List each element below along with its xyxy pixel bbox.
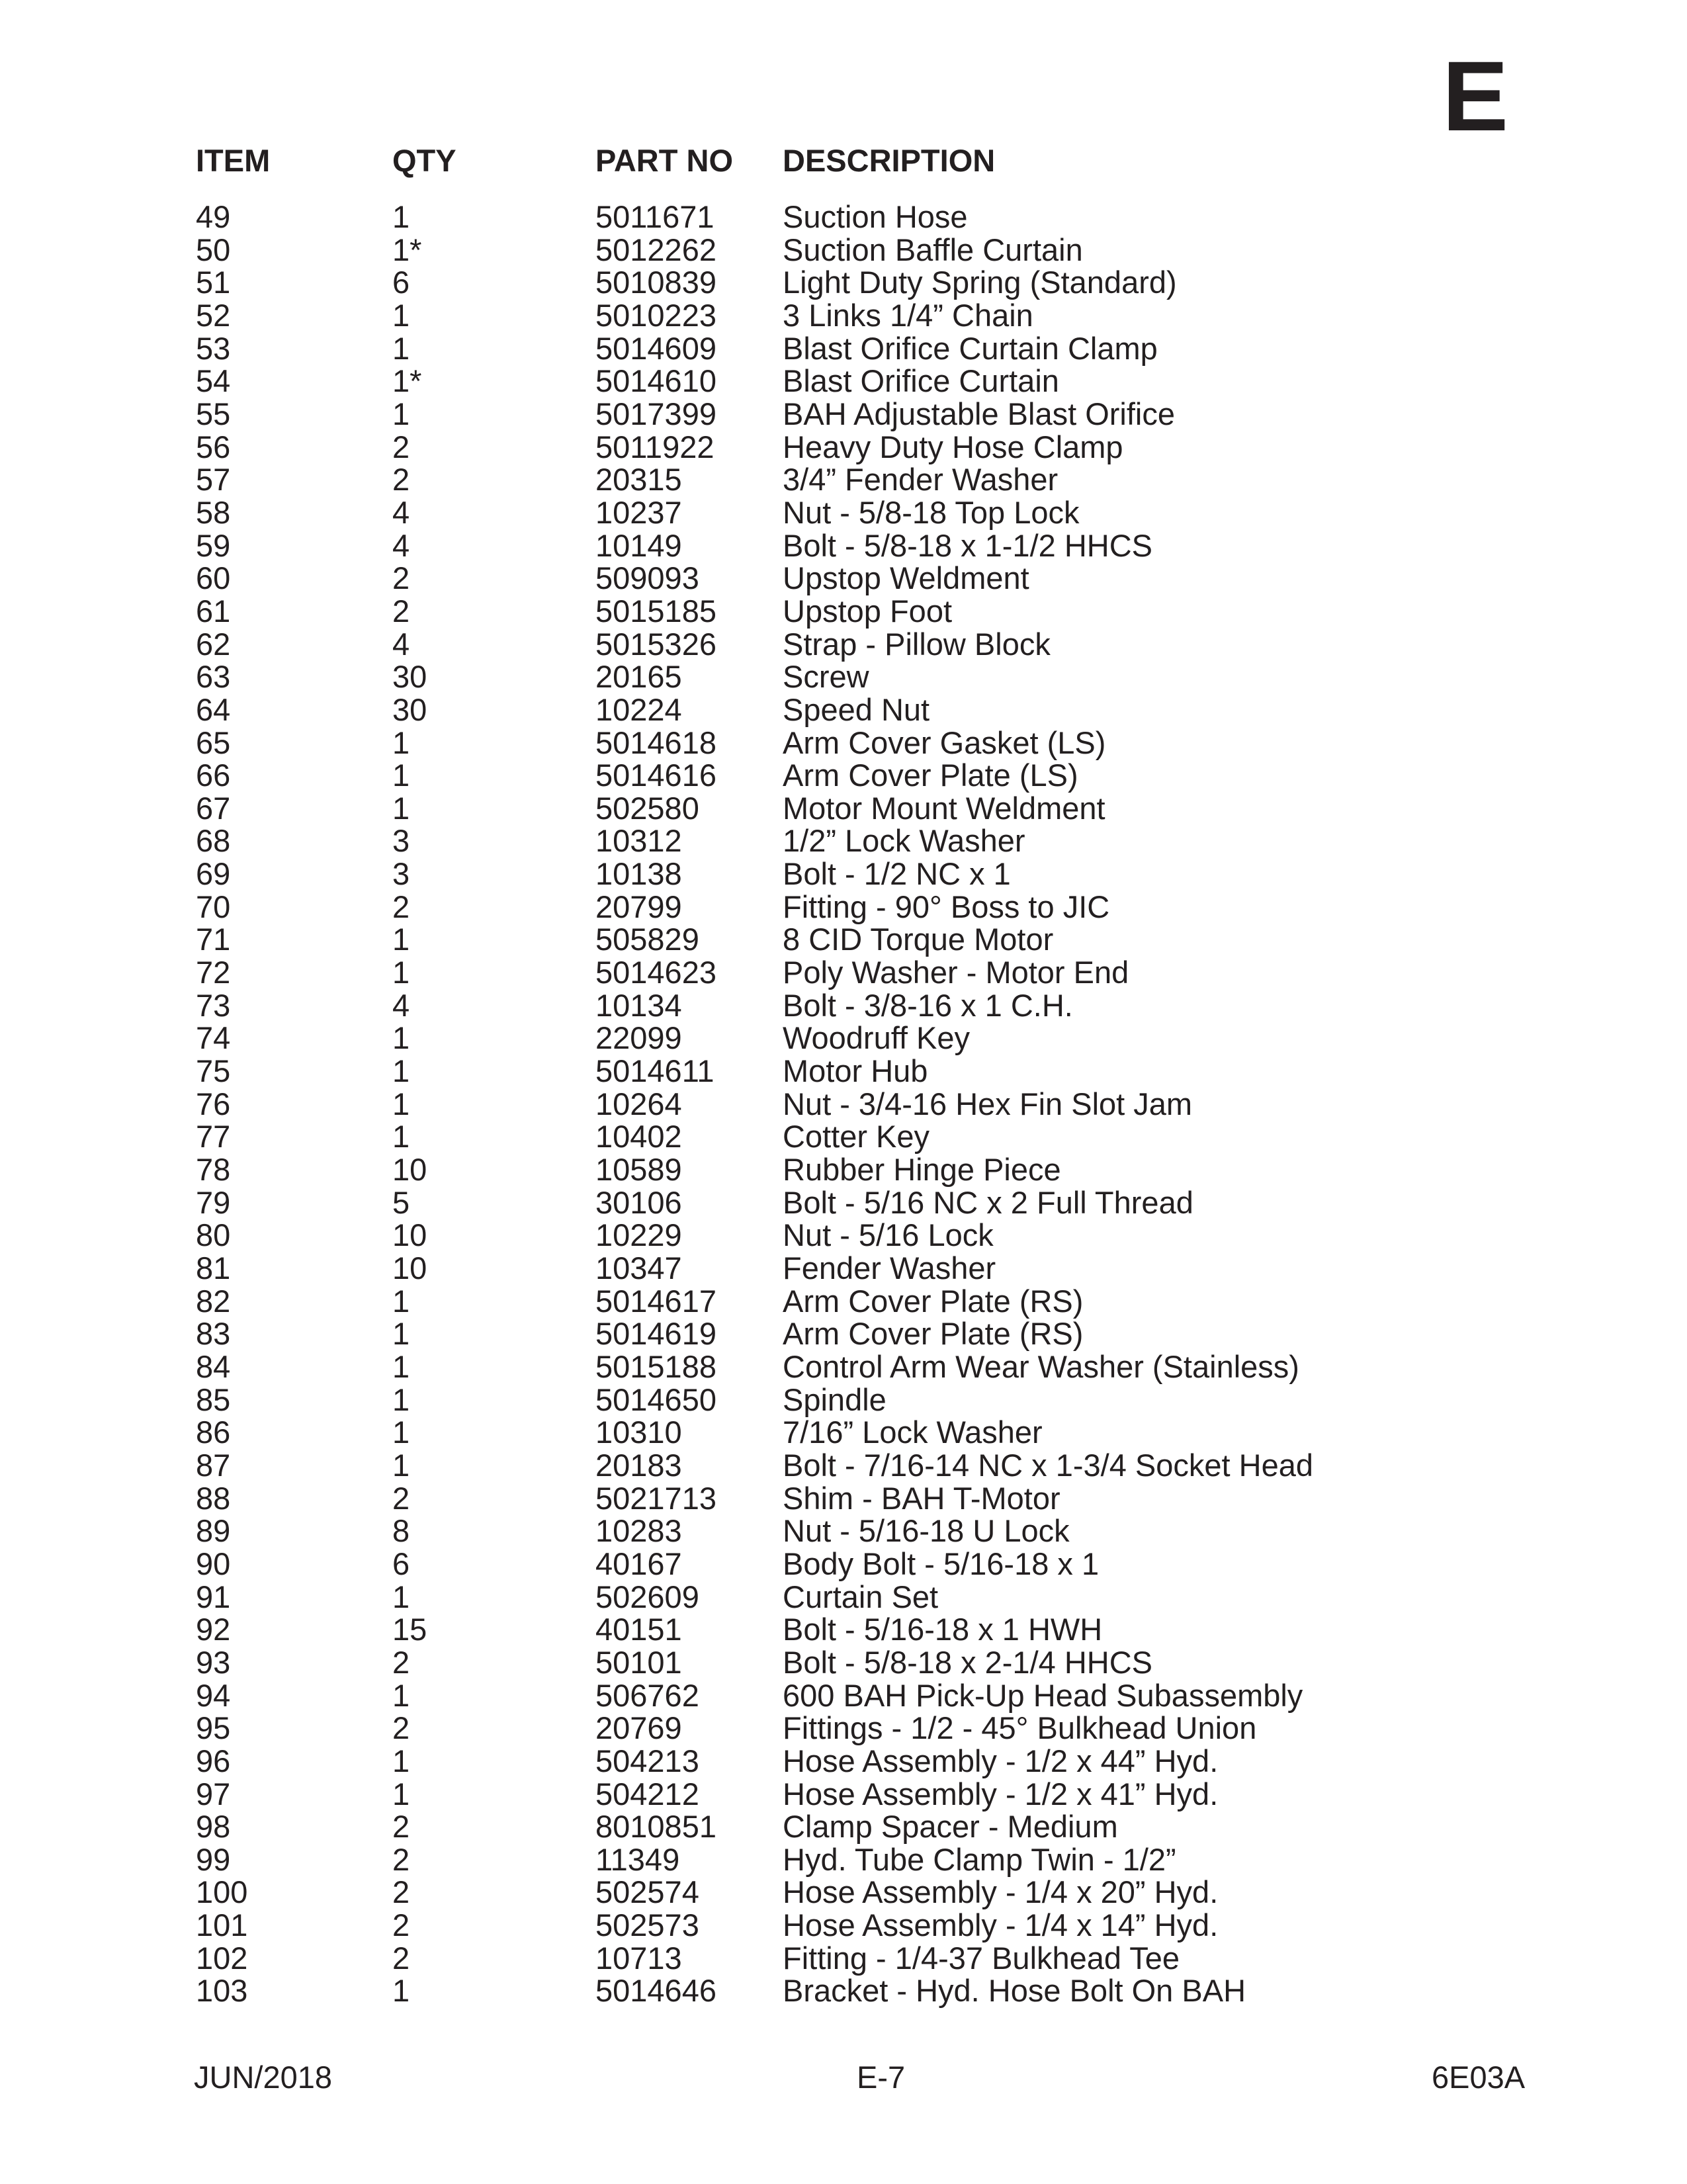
cell-description: Upstop Weldment: [783, 560, 1029, 596]
cell-part-no: 5011922: [595, 429, 714, 464]
table-row: [0, 529, 1687, 562]
cell-item: 77: [196, 1119, 231, 1155]
cell-description: Curtain Set: [783, 1579, 939, 1614]
cell-description: Hose Assembly - 1/4 x 14” Hyd.: [783, 1907, 1219, 1943]
cell-item: 83: [196, 1316, 231, 1352]
cell-qty: 4: [392, 987, 410, 1023]
cell-description: Bolt - 5/8-18 x 1-1/2 HHCS: [783, 527, 1152, 563]
cell-qty: 1: [392, 1381, 410, 1417]
table-row: [0, 660, 1687, 693]
cell-part-no: 10283: [595, 1513, 682, 1549]
cell-qty: 10: [392, 1152, 427, 1188]
cell-part-no: 10149: [595, 527, 682, 563]
cell-part-no: 10229: [595, 1217, 682, 1253]
cell-item: 55: [196, 396, 231, 431]
footer-doc-code: 6E03A: [1432, 2060, 1526, 2095]
cell-part-no: 5014618: [595, 724, 716, 760]
table-row: [0, 1120, 1687, 1153]
cell-part-no: 5014611: [595, 1053, 714, 1089]
table-row: [0, 1909, 1687, 1942]
cell-qty: 3: [392, 856, 410, 892]
cell-qty: 8: [392, 1513, 410, 1549]
cell-description: Speed Nut: [783, 691, 930, 727]
cell-qty: 1: [392, 1119, 410, 1155]
cell-item: 96: [196, 1743, 231, 1778]
cell-qty: 1: [392, 1415, 410, 1450]
footer-date: JUN/2018: [194, 2060, 332, 2095]
table-row: [0, 1449, 1687, 1482]
cell-description: Bracket - Hyd. Hose Bolt On BAH: [783, 1973, 1246, 2009]
cell-description: Heavy Duty Hose Clamp: [783, 429, 1123, 464]
cell-part-no: 509093: [595, 560, 699, 596]
cell-part-no: 5014610: [595, 363, 716, 399]
cell-item: 91: [196, 1579, 231, 1614]
cell-item: 69: [196, 856, 231, 892]
table-row: [0, 923, 1687, 956]
cell-part-no: 5015188: [595, 1348, 716, 1384]
table-row: [0, 299, 1687, 332]
cell-item: 81: [196, 1250, 231, 1286]
cell-qty: 6: [392, 1546, 410, 1581]
table-row: [0, 398, 1687, 431]
cell-qty: 30: [392, 659, 427, 695]
cell-qty: 2: [392, 1874, 410, 1910]
table-row: [0, 1088, 1687, 1121]
table-row: [0, 1778, 1687, 1811]
cell-item: 88: [196, 1480, 231, 1516]
table-row: [0, 332, 1687, 365]
cell-qty: 1: [392, 1677, 410, 1713]
cell-description: Cotter Key: [783, 1119, 930, 1155]
cell-part-no: 506762: [595, 1677, 699, 1713]
cell-qty: 1: [392, 724, 410, 760]
cell-description: Hose Assembly - 1/2 x 41” Hyd.: [783, 1776, 1219, 1812]
cell-part-no: 10138: [595, 856, 682, 892]
table-row: [0, 1843, 1687, 1876]
cell-part-no: 502573: [595, 1907, 699, 1943]
cell-part-no: 10347: [595, 1250, 682, 1286]
table-row: [0, 365, 1687, 398]
cell-qty: 2: [392, 560, 410, 596]
cell-part-no: 502609: [595, 1579, 699, 1614]
table-row: [0, 792, 1687, 825]
cell-qty: 2: [392, 593, 410, 629]
header-description: DESCRIPTION: [783, 143, 996, 178]
cell-qty: 2: [392, 1710, 410, 1746]
cell-part-no: 50101: [595, 1644, 682, 1680]
cell-part-no: 5017399: [595, 396, 716, 431]
cell-qty: 1*: [392, 232, 422, 267]
cell-item: 102: [196, 1940, 248, 1976]
table-row: [0, 1317, 1687, 1350]
cell-part-no: 10264: [595, 1086, 682, 1121]
cell-description: Nut - 5/16 Lock: [783, 1217, 994, 1253]
cell-item: 78: [196, 1152, 231, 1188]
cell-qty: 2: [392, 1841, 410, 1877]
cell-item: 95: [196, 1710, 231, 1746]
cell-qty: 1: [392, 1020, 410, 1056]
cell-part-no: 10713: [595, 1940, 682, 1976]
table-row: [0, 1153, 1687, 1186]
cell-item: 93: [196, 1644, 231, 1680]
cell-item: 63: [196, 659, 231, 695]
cell-qty: 1: [392, 297, 410, 333]
table-row: [0, 857, 1687, 891]
cell-description: Bolt - 1/2 NC x 1: [783, 856, 1011, 892]
cell-qty: 1: [392, 199, 410, 234]
cell-part-no: 5012262: [595, 232, 716, 267]
table-row: [0, 595, 1687, 628]
table-row: [0, 266, 1687, 299]
cell-description: Arm Cover Gasket (LS): [783, 724, 1106, 760]
table-row: [0, 1646, 1687, 1679]
cell-item: 61: [196, 593, 231, 629]
cell-item: 60: [196, 560, 231, 596]
cell-description: Arm Cover Plate (RS): [783, 1316, 1084, 1352]
cell-qty: 2: [392, 889, 410, 924]
cell-part-no: 5010223: [595, 297, 716, 333]
cell-qty: 1: [392, 330, 410, 366]
cell-item: 74: [196, 1020, 231, 1056]
table-row: [0, 989, 1687, 1022]
table-row: [0, 1942, 1687, 1975]
table-row: [0, 1514, 1687, 1548]
table-row: [0, 726, 1687, 760]
cell-description: Woodruff Key: [783, 1020, 971, 1056]
table-row: [0, 956, 1687, 989]
cell-description: Bolt - 5/16-18 x 1 HWH: [783, 1612, 1103, 1647]
cell-qty: 2: [392, 429, 410, 464]
cell-description: Shim - BAH T-Motor: [783, 1480, 1060, 1516]
cell-qty: 1: [392, 1053, 410, 1089]
cell-item: 59: [196, 527, 231, 563]
cell-part-no: 11349: [595, 1841, 680, 1877]
table-row: [0, 1055, 1687, 1088]
cell-qty: 4: [392, 626, 410, 662]
table-row: [0, 1745, 1687, 1778]
cell-part-no: 10589: [595, 1152, 682, 1188]
cell-description: Arm Cover Plate (RS): [783, 1283, 1084, 1319]
cell-item: 103: [196, 1973, 248, 2009]
cell-part-no: 504213: [595, 1743, 699, 1778]
cell-part-no: 5014617: [595, 1283, 716, 1319]
cell-part-no: 5010839: [595, 265, 716, 300]
cell-qty: 2: [392, 1480, 410, 1516]
cell-item: 80: [196, 1217, 231, 1253]
cell-part-no: 505829: [595, 922, 699, 957]
cell-description: Upstop Foot: [783, 593, 953, 629]
cell-item: 90: [196, 1546, 231, 1581]
table-row: [0, 1712, 1687, 1745]
cell-qty: 2: [392, 1644, 410, 1680]
table-row: [0, 234, 1687, 267]
cell-qty: 2: [392, 1940, 410, 1976]
cell-description: 3 Links 1/4” Chain: [783, 297, 1033, 333]
cell-item: 64: [196, 691, 231, 727]
cell-qty: 1: [392, 1348, 410, 1384]
cell-description: Screw: [783, 659, 869, 695]
cell-part-no: 22099: [595, 1020, 682, 1056]
cell-part-no: 10312: [595, 823, 682, 859]
cell-description: Bolt - 7/16-14 NC x 1-3/4 Socket Head: [783, 1447, 1314, 1483]
cell-item: 57: [196, 462, 231, 498]
cell-part-no: 20315: [595, 462, 682, 498]
table-row: [0, 1974, 1687, 2007]
cell-part-no: 8010851: [595, 1809, 716, 1845]
cell-item: 52: [196, 297, 231, 333]
cell-part-no: 30106: [595, 1184, 682, 1220]
cell-qty: 1: [392, 1447, 410, 1483]
table-row: [0, 628, 1687, 661]
table-row: [0, 1022, 1687, 1055]
cell-item: 51: [196, 265, 231, 300]
cell-description: Suction Baffle Curtain: [783, 232, 1083, 267]
cell-part-no: 5021713: [595, 1480, 716, 1516]
table-row: [0, 1285, 1687, 1318]
cell-part-no: 20183: [595, 1447, 682, 1483]
cell-qty: 6: [392, 265, 410, 300]
cell-item: 76: [196, 1086, 231, 1121]
table-row: [0, 1810, 1687, 1843]
cell-description: Blast Orifice Curtain: [783, 363, 1059, 399]
cell-item: 82: [196, 1283, 231, 1319]
cell-description: Nut - 3/4-16 Hex Fin Slot Jam: [783, 1086, 1193, 1121]
cell-description: 600 BAH Pick-Up Head Subassembly: [783, 1677, 1303, 1713]
cell-item: 71: [196, 922, 231, 957]
table-row: [0, 431, 1687, 464]
cell-item: 73: [196, 987, 231, 1023]
cell-item: 85: [196, 1381, 231, 1417]
cell-part-no: 10402: [595, 1119, 682, 1155]
cell-qty: 1: [392, 955, 410, 990]
cell-item: 89: [196, 1513, 231, 1549]
cell-part-no: 10134: [595, 987, 682, 1023]
cell-item: 66: [196, 758, 231, 793]
table-row: [0, 200, 1687, 234]
table-row: [0, 1679, 1687, 1712]
cell-description: Hose Assembly - 1/2 x 44” Hyd.: [783, 1743, 1219, 1778]
cell-part-no: 10224: [595, 691, 682, 727]
cell-part-no: 5015185: [595, 593, 716, 629]
cell-qty: 10: [392, 1250, 427, 1286]
cell-qty: 1: [392, 790, 410, 826]
cell-item: 50: [196, 232, 231, 267]
cell-description: Suction Hose: [783, 199, 968, 234]
cell-description: Hose Assembly - 1/4 x 20” Hyd.: [783, 1874, 1219, 1910]
cell-qty: 5: [392, 1184, 410, 1220]
cell-item: 97: [196, 1776, 231, 1812]
cell-description: Body Bolt - 5/16-18 x 1: [783, 1546, 1100, 1581]
cell-description: Arm Cover Plate (LS): [783, 758, 1078, 793]
cell-description: Nut - 5/16-18 U Lock: [783, 1513, 1070, 1549]
cell-qty: 30: [392, 691, 427, 727]
cell-description: Blast Orifice Curtain Clamp: [783, 330, 1158, 366]
cell-part-no: 20769: [595, 1710, 682, 1746]
table-row: [0, 1219, 1687, 1252]
cell-description: BAH Adjustable Blast Orifice: [783, 396, 1175, 431]
cell-part-no: 5014616: [595, 758, 716, 793]
section-letter: E: [1442, 40, 1509, 152]
table-row: [0, 1548, 1687, 1581]
cell-item: 84: [196, 1348, 231, 1384]
cell-part-no: 10237: [595, 494, 682, 530]
cell-part-no: 5014609: [595, 330, 716, 366]
cell-part-no: 5014646: [595, 1973, 716, 2009]
footer-page-number: E-7: [857, 2060, 906, 2095]
cell-qty: 4: [392, 494, 410, 530]
cell-description: Nut - 5/8-18 Top Lock: [783, 494, 1080, 530]
cell-description: 1/2” Lock Washer: [783, 823, 1025, 859]
cell-description: Hyd. Tube Clamp Twin - 1/2”: [783, 1841, 1176, 1877]
table-row: [0, 1613, 1687, 1646]
header-qty: QTY: [392, 143, 456, 178]
cell-part-no: 20165: [595, 659, 682, 695]
cell-part-no: 504212: [595, 1776, 699, 1812]
cell-description: Fender Washer: [783, 1250, 996, 1286]
table-row: [0, 1876, 1687, 1909]
cell-part-no: 20799: [595, 889, 682, 924]
table-row: [0, 496, 1687, 529]
parts-table: [0, 200, 1687, 2007]
cell-qty: 1: [392, 758, 410, 793]
cell-item: 100: [196, 1874, 248, 1910]
cell-qty: 4: [392, 527, 410, 563]
table-row: [0, 891, 1687, 924]
cell-description: Fitting - 1/4-37 Bulkhead Tee: [783, 1940, 1180, 1976]
cell-description: Motor Mount Weldment: [783, 790, 1105, 826]
header-item: ITEM: [196, 143, 271, 178]
cell-qty: 2: [392, 1809, 410, 1845]
cell-item: 92: [196, 1612, 231, 1647]
cell-qty: 1: [392, 1283, 410, 1319]
table-row: [0, 759, 1687, 792]
cell-qty: 1*: [392, 363, 422, 399]
cell-item: 86: [196, 1415, 231, 1450]
cell-qty: 3: [392, 823, 410, 859]
cell-qty: 1: [392, 1743, 410, 1778]
table-row: [0, 463, 1687, 496]
cell-qty: 1: [392, 1776, 410, 1812]
cell-description: Motor Hub: [783, 1053, 928, 1089]
cell-item: 58: [196, 494, 231, 530]
cell-part-no: 5011671: [595, 199, 714, 234]
cell-item: 72: [196, 955, 231, 990]
cell-description: 3/4” Fender Washer: [783, 462, 1059, 498]
cell-description: Poly Washer - Motor End: [783, 955, 1129, 990]
cell-qty: 1: [392, 1579, 410, 1614]
cell-item: 65: [196, 724, 231, 760]
cell-item: 62: [196, 626, 231, 662]
table-row: [0, 562, 1687, 595]
cell-qty: 15: [392, 1612, 427, 1647]
cell-qty: 1: [392, 922, 410, 957]
cell-part-no: 502580: [595, 790, 699, 826]
cell-item: 87: [196, 1447, 231, 1483]
cell-item: 94: [196, 1677, 231, 1713]
table-row: [0, 1350, 1687, 1383]
cell-qty: 1: [392, 1316, 410, 1352]
cell-part-no: 5014623: [595, 955, 716, 990]
cell-description: Bolt - 5/16 NC x 2 Full Thread: [783, 1184, 1193, 1220]
cell-item: 70: [196, 889, 231, 924]
cell-description: Bolt - 3/8-16 x 1 C.H.: [783, 987, 1073, 1023]
cell-item: 67: [196, 790, 231, 826]
cell-item: 54: [196, 363, 231, 399]
cell-qty: 1: [392, 1086, 410, 1121]
cell-item: 53: [196, 330, 231, 366]
table-row: [0, 1186, 1687, 1219]
cell-qty: 10: [392, 1217, 427, 1253]
table-row: [0, 1383, 1687, 1417]
table-row: [0, 693, 1687, 726]
cell-part-no: 502574: [595, 1874, 699, 1910]
cell-description: Clamp Spacer - Medium: [783, 1809, 1118, 1845]
table-row: [0, 824, 1687, 857]
cell-item: 49: [196, 199, 231, 234]
cell-description: Rubber Hinge Piece: [783, 1152, 1061, 1188]
cell-description: 7/16” Lock Washer: [783, 1415, 1043, 1450]
cell-item: 99: [196, 1841, 231, 1877]
cell-description: Control Arm Wear Washer (Stainless): [783, 1348, 1299, 1384]
cell-description: Strap - Pillow Block: [783, 626, 1051, 662]
cell-part-no: 40167: [595, 1546, 682, 1581]
table-row: [0, 1252, 1687, 1285]
cell-item: 68: [196, 823, 231, 859]
cell-part-no: 5015326: [595, 626, 716, 662]
cell-qty: 2: [392, 462, 410, 498]
cell-qty: 2: [392, 1907, 410, 1943]
table-row: [0, 1581, 1687, 1614]
cell-description: 8 CID Torque Motor: [783, 922, 1054, 957]
table-row: [0, 1416, 1687, 1449]
cell-description: Fitting - 90° Boss to JIC: [783, 889, 1110, 924]
cell-description: Fittings - 1/2 - 45° Bulkhead Union: [783, 1710, 1257, 1746]
cell-qty: 1: [392, 396, 410, 431]
cell-item: 101: [196, 1907, 248, 1943]
cell-part-no: 10310: [595, 1415, 682, 1450]
cell-item: 56: [196, 429, 231, 464]
header-part-no: PART NO: [595, 143, 734, 178]
cell-part-no: 40151: [595, 1612, 682, 1647]
cell-part-no: 5014619: [595, 1316, 716, 1352]
cell-item: 75: [196, 1053, 231, 1089]
cell-description: Spindle: [783, 1381, 887, 1417]
cell-part-no: 5014650: [595, 1381, 716, 1417]
cell-description: Light Duty Spring (Standard): [783, 265, 1177, 300]
cell-item: 79: [196, 1184, 231, 1220]
table-row: [0, 1482, 1687, 1515]
cell-qty: 1: [392, 1973, 410, 2009]
cell-description: Bolt - 5/8-18 x 2-1/4 HHCS: [783, 1644, 1152, 1680]
cell-item: 98: [196, 1809, 231, 1845]
